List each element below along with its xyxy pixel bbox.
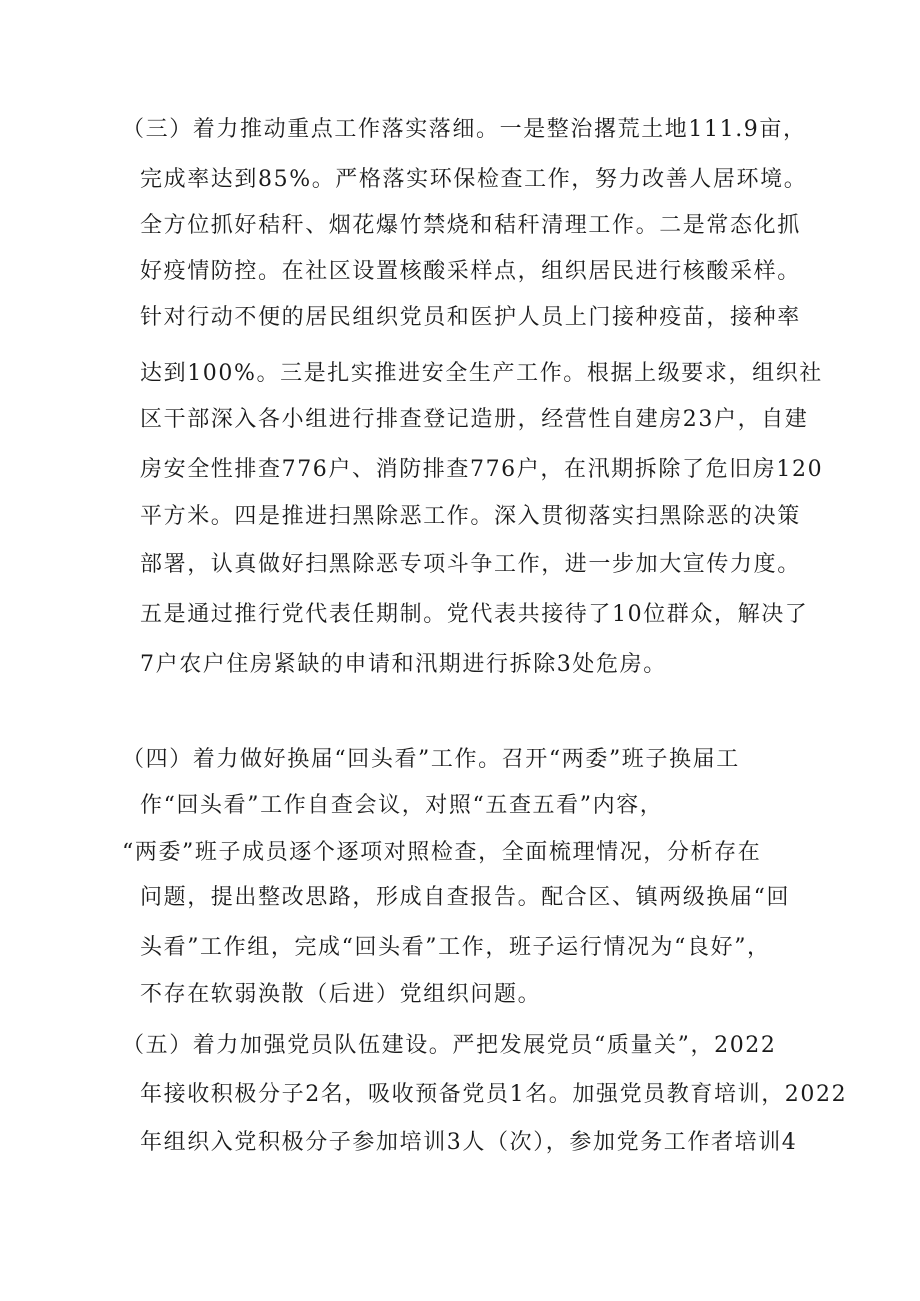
section-3-line-8: 房安全性排查776户、消防排查776户，在汛期拆除了危旧房120 — [140, 457, 824, 482]
section-3-line-12: 7户农户住房紧缺的申请和汛期进行拆除3处危房。 — [140, 652, 667, 677]
section-5-line-1: （五）着力加强党员队伍建设。严把发展党员“质量关”，2022 — [122, 1033, 777, 1058]
section-3-line-7: 区干部深入各小组进行排查登记造册，经营性自建房23户，自建 — [140, 407, 809, 432]
section-4-line-3: “两委”班子成员逐个逐项对照检查，全面梳理情况，分析存在 — [122, 840, 762, 865]
section-3-line-3: 全方位抓好秸秆、烟花爆竹禁烧和秸秆清理工作。二是常态化抓 — [140, 213, 801, 238]
section-3-line-11: 五是通过推行党代表任期制。党代表共接待了10位群众，解决了 — [140, 602, 809, 627]
section-5-line-2: 年接收积极分子2名，吸收预备党员1名。加强党员教育培训，2022 — [140, 1082, 848, 1107]
section-4-line-1: （四）着力做好换届“回头看”工作。召开“两委”班子换届工 — [122, 747, 740, 772]
section-3-line-9: 平方米。四是推进扫黑除恶工作。深入贯彻落实扫黑除恶的决策 — [140, 504, 801, 529]
section-4-line-2: 作“回头看”工作自查会议，对照“五查五看”内容， — [140, 793, 664, 818]
section-3-line-1: （三）着力推动重点工作落实落细。一是整治撂荒土地111.9亩， — [122, 117, 807, 142]
section-3-line-4: 好疫情防控。在社区设置核酸采样点，组织居民进行核酸采样。 — [140, 259, 801, 284]
section-3-line-5: 针对行动不便的居民组织党员和医护人员上门接种疫苗，接种率 — [140, 305, 801, 330]
section-5-line-3: 年组织入党积极分子参加培训3人（次），参加党务工作者培训4 — [140, 1130, 798, 1155]
section-4-line-5: 头看”工作组，完成“回头看”工作，班子运行情况为“良好”， — [140, 935, 771, 960]
section-4-line-6: 不存在软弱涣散（后进）党组织问题。 — [140, 982, 542, 1007]
section-4-line-4: 问题，提出整改思路，形成自查报告。配合区、镇两级换届“回 — [140, 885, 791, 910]
section-3-line-6: 达到100%。三是扎实推进安全生产工作。根据上级要求，组织社 — [140, 361, 823, 386]
section-3-line-2: 完成率达到85%。严格落实环保检查工作，努力改善人居环境。 — [140, 167, 808, 192]
section-3-line-10: 部署，认真做好扫黑除恶专项斗争工作，进一步加大宣传力度。 — [140, 552, 801, 577]
